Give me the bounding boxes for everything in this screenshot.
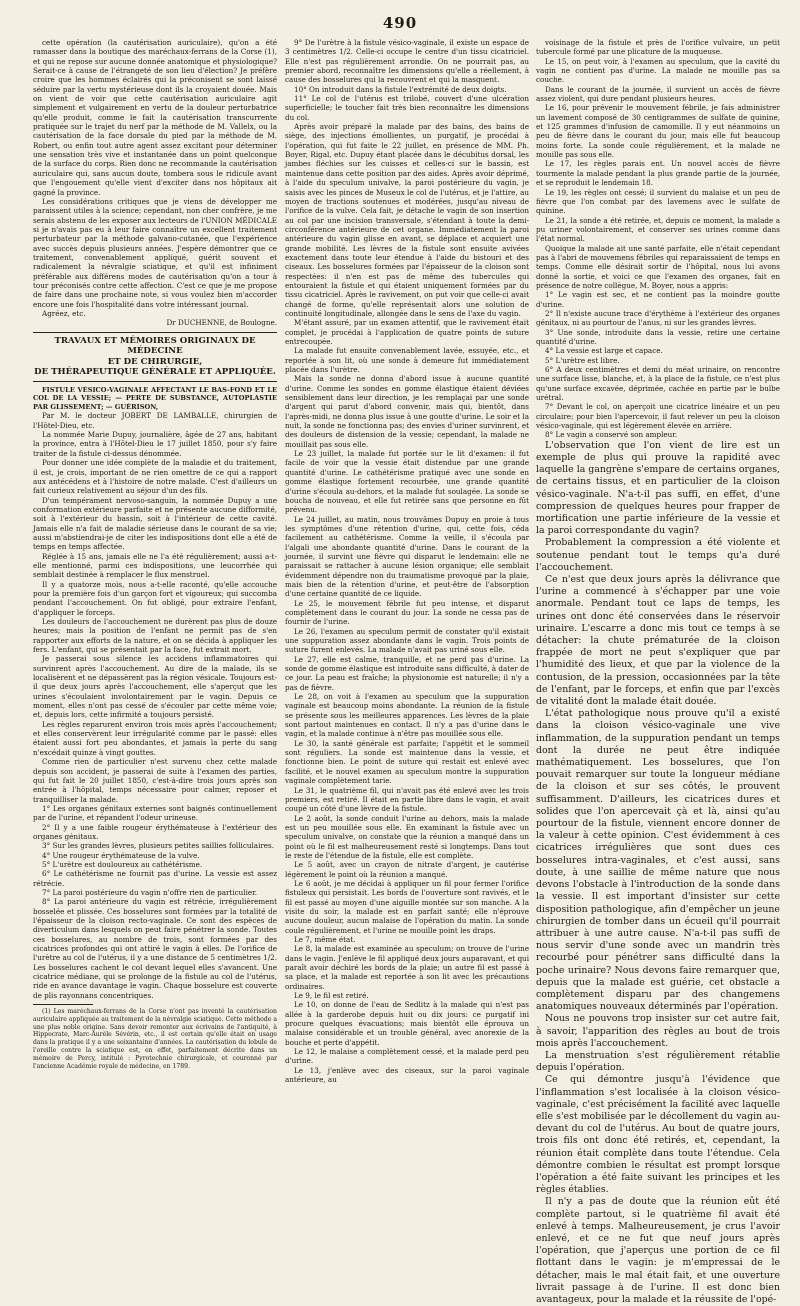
footnote-divider: [33, 1004, 93, 1005]
paragraph: Ce qui démontre jusqu'à l'évidence que l'inflammation s'est localisée à la cloison vésico-vaginale, c'est précisément la facilité avec laquelle elle s'est mobilisée par le décollement du vagin au-devant du col de l'utérus. Au bout de quatre jours, trois fils ont donc été retirés, et, cependant, la réunion était complète dans toute l'étendue. Cela démontre combien le résultat est prompt lorsque l'opération a été faite suivant les principes et les règles établies.: [536, 1074, 780, 1196]
paragraph: Le 13, j'enlève avec des ciseaux, sur la paroi vaginale antérieure, au: [285, 1065, 529, 1085]
paragraph: Les considérations critiques que je viens de développer me paraissent utiles à la science; cependant, non cher confrère, je me serais abstenu de les exposer aux lecteurs de l'UNION MÉDICALE si je n'avais pas eu à leur faire connaître un excellent traitement perturbateur par la méthode galvano-cutanée, que l'expérience avec succès depuis plusieurs années. J'espère démontrer que ce traitement, convenablement appliqué, guérit souvent et radicalement la névralgie sciatique, et qu'il est infiniment préférable aux différens modes de cautérisation qu'on a tour à tour préconisés contre cette affection. C'est ce que je me propose de faire dans une prochaine note, si vous voulez bien m'accorder encore une fois l'hospitalité dans votre intéressant journal.: [33, 196, 277, 309]
list-item: 7° Devant le col, on aperçoit une cicatrice linéaire et un peu circulaire; pour bien l'apercevoir, il faut relever un peu la cloison vésico-vaginale, qui est légèrement élevée en arrière.: [536, 402, 780, 431]
list-item: 2° Il y a une faible rougeur érythémateuse à l'extérieur des organes génitaux.: [33, 822, 277, 841]
list-item: 1° Les organes génitaux externes sont baignés continuellement par de l'urine, et répandent l'odeur urineuse.: [33, 803, 277, 823]
paragraph: 11° Le col de l'utérus est trilobé, couvert d'une ulcération superficielle; le toucher fait très bien reconnaître les dimensions du col.: [285, 94, 529, 122]
paragraph: L'observation que l'on vient de lire est un exemple de plus qui prouve la rapidité avec laquelle la gangrène s'empare de certains organes, de certains tissus, et en particulier de la cloison vésico-vaginale. N'a-t-il pas suffi, en effet, d'une compression de quelques heures pour frapper de mortification une partie inférieure de la vessie et la paroi correspondante du vagin?: [536, 439, 781, 537]
section-divider: [33, 332, 277, 333]
paragraph: cette opération (la cautérisation auriculaire), qu'on a été ramasser dans la boutique des maréchaux-ferrans de la Corse (1), et qui ne repose sur aucune donnée anatomique et physiologique? Serait-ce à cause de l'étrangeté de son lieu d'élection? Je préfère croire que les hommes éclairés qui la préconisent se sont laissé séduire par la vertu mystérieuse dont ils la croyaient douée. Mais on vient de voir que cette cautérisation auriculaire agit simplement et vulgairement en vertu de la douleur perturbatrice qu'elle produit, comme le fait la cautérisation transcurrente pratiquée sur le trajet du nerf par la méthode de M. Vallelx, ou la cautérisation de la face dorsale du pied par la méthode de M. Robert, ou enfin tout autre agent assez excitant pour déterminer une sensation très vive et instantanée dans un point quelconque de la surface du corps. Rien donc ne recommande la cautérisation auriculaire qui, sans aucun doute, tombera sous le ridicule avant que l'engouement qu'elle vient d'exciter dans nos hôpitaux ait gagné la province.: [33, 38, 277, 197]
paragraph: Le 27, elle est calme, tranquille, et ne perd pas d'urine. La sonde de gomme élastique est introduite sans difficulté, à dater de ce jour. La peau est fraîche; la physionomie est naturelle; il n'y a pas de fièvre.: [285, 654, 529, 692]
paragraph: Le 26, l'examen au speculum permit de constater qu'il existait une suppuration assez abondante dans le vagin. Trois points de suture furent enlevés. La malade n'avait pas uriné sous elle.: [285, 626, 529, 655]
paragraph: Les douleurs de l'accouchement ne durèrent pas plus de douze heures; mais la position de l'enfant ne permit pas de s'en rapporter aux efforts de la nature, et on se décida à appliquer les fers. L'enfant, qui se présentait par la face, fut extrait mort.: [33, 617, 277, 655]
list-item: 3° Une sonde, introduite dans la vessie, retire une certaine quantité d'urine.: [536, 327, 780, 346]
list-item: 4° La vessie est large et capace.: [545, 346, 663, 356]
intro-text: [33, 38, 277, 328]
byline: Par M. le docteur JOBERT DE LAMBALLE, chirurgien de l'Hôtel-Dieu, etc.: [33, 411, 277, 430]
paragraph: Le 12, le malaise a complètement cessé, et la malade perd peu d'urine.: [285, 1047, 529, 1066]
paragraph: Réglée à 15 ans, jamais elle ne l'a été régulièrement; aussi a-t-elle mentionné, parmi ces indispositions, une leucorrhée qui semblait destinée à remplacer le flux menstruel.: [33, 551, 277, 580]
paragraph: Le 7, même état.: [294, 935, 356, 944]
paragraph: Le 17, les règles parais ent. Un nouvel accès de fièvre tourmente la malade pendant la plus grande partie de la journée, et se reproduit le lendemain 18.: [536, 159, 780, 188]
section-title-line: DE THÉRAPEUTIQUE GÉNÉRALE ET APPLIQUÉE.: [34, 367, 276, 378]
column-left: [33, 38, 277, 1098]
paragraph: La nommée Marie Dupuy, journalière, âgée de 27 ans, habitant la province, entra à l'Hôtel-Dieu le 17 juillet 1850, pour s'y faire traiter de la fistule ci-dessus dénommée.: [33, 430, 277, 458]
paragraph: Comme rien de particulier n'est survenu chez cette malade depuis son accident, je passerai de suite à l'examen des parties, qui fut fait le 20 juillet 1850, c'est-à-dire trois jours après son entrée à l'hôpital, temps nécessaire pour calmer, reposer et tranquilliser la malade.: [33, 757, 277, 804]
list-item: 3° Sur les grandes lèvres, plusieurs petites saillies folliculaires.: [42, 841, 275, 851]
paragraph: Les règles reparurent environ trois mois après l'accouchement; et elles conservèrent leur irrégularité comme par le passé: elles étaient aussi fort peu abondantes, et jamais la perte du sang n'excédait quinze à vingt gouttes.: [33, 719, 277, 757]
paragraph: M'étant assuré, par un examen attentif, que le ravivement était complet, je procédai à l'application de quatre points de suture entrecoupée.: [285, 318, 529, 346]
list-item: 8° La paroi antérieure du vagin est rétrécie, irrégulièrement bosselée et plissée. Ces bosselures sont formées par la totalité de l'épaisseur de la cloison recto-vaginale. Ce sont des espèces de diverticulum dans lesquels on peut faire pénétrer la sonde. Toutes ces bosselures, au nombre de trois, sont formées par des cicatrices profondes qui ont attiré le vagin à elles. De l'orifice de l'urètre au col de l'utérus, il y a une distance de 5 centimètres 1/2. Les bosselures cachent le col devant lequel elles s'avancent. Une cicatrice médiane, qui se prolonge de la fistule au col de l'utérus, ride en avance davantage le vagin. Chaque bosselure est couverte de plis rayonnans concentriques.: [33, 897, 277, 1000]
paragraph: Quoique la malade ait une santé parfaite, elle n'était cependant pas à l'abri de mouvemens fébriles qui reparaissaient de temps en temps. Comme elle désirait sortir de l'hôpital, nous lui avons donné la sortie, et voici ce que l'examen des organes, fait en présence de notre collègue, M. Boyer, nous a appris:: [536, 243, 780, 290]
list-item: 5° L'urètre est libre.: [545, 355, 620, 365]
list-item: 5° L'urètre est douloureux au cathétérisme.: [42, 859, 203, 869]
paragraph: 10° On introduit dans la fistule l'extrémité de deux doigts.: [294, 84, 507, 94]
paragraph: Il n'y a pas de doute que la réunion eût été complète partout, si le quatrième fil avait été enlevé à temps. Malheureusement, je crus l'avoir enlevé, et ce ne fut que neuf jours après l'opération, que j'aperçus une portion de ce fil flottant dans le vagin: je m'empressai de le détacher, mais le mal était fait, et une ouverture livrait passage à de l'urine. Il est donc bien avantageux, pour la malade et la réussite de l'opé-: [536, 1196, 780, 1305]
list-item: 7° La paroi postérieure du vagin n'offre rien de particulier.: [42, 887, 258, 897]
paragraph: Le 15, on peut voir, à l'examen au speculum, que la cavité du vagin ne contient pas d'urine. La malade ne mouille pas sa couche.: [536, 56, 780, 85]
paragraph: Le 6 août, je me décidai à appliquer un fil pour fermer l'orifice fistuleux qui persistait. Les bords de l'ouverture sont ravivés, et le fil est passé au moyen d'une aiguille montée sur son manche. A la visite du soir, la malade est en parfait santé; elle n'éprouve aucune douleur, aucun malaise de l'opération du matin. La sonde coule régulièrement, et l'urine ne mouille point les draps.: [285, 878, 529, 935]
column-middle: [285, 38, 529, 1106]
column-right: [536, 38, 781, 1305]
paragraph: Pour donner une idée complète de la maladie et du traitement, il est, je crois, important de ne rien omettre de ce qui a rapport aux antécédens et à l'histoire de notre malade. C'est d'ailleurs un fait curieux relativement au séjour d'un des fils.: [33, 458, 277, 496]
paragraph: voisinage de la fistule et près de l'orifice vulvaire, un petit tubercule formé par une plicature de la muqueuse.: [536, 38, 780, 57]
paragraph: Le 25, le mouvement fébrile fut peu intense, et disparut complètement dans le courant du jour. La sonde ne cessa pas de fournir de l'urine.: [285, 598, 529, 627]
paragraph: Après avoir préparé la malade par des bains, des bains de siège, des injections émollientes, un purgatif, je procédai à l'opération, qui fut faite le 22 juillet, en présence de MM. Ph. Boyer, Rigal, etc. Dupuy étant placée dans le décubitus dorsal, les jambes fléchies sur les cuisses et celles-ci sur le bassin, est maintenue dans cette position par des aides. Après avoir déprimé, à l'aide du speculum univalve, la paroi postérieure du vagin, je saisis avec les pinces de Museux le col de l'utérus, et je l'attire, au moyen de tractions soutenues et modérées, jusqu'au niveau de l'orifice de la vulve. Cela fait, je détache le vagin de son insertion au col par une incision transversale, s'étendant à toute la demi-circonférence antérieure de cet organe. Immédiatement la paroi antérieure du vagin glisse en avant, se déplace et acquiert une grande mobilité. Les lèvres de la fistule sont ensuite avivées exactement dans toute leur étendue à l'aide du bistouri et des ciseaux. Les bosselures formées par l'épaisseur de la cloison sont respectées: il n'en est pas de même des tubercules qui entouraient la fistule et qui étaient uniquement formées par du tissu cicatriciel. Après le ravivement, on put voir que celle-ci avait changé de forme, qu'elle représentait alors une solution de continuité longitudinale, allongée dans le sens de l'axe du vagin.: [285, 122, 529, 318]
paragraph: Mais la sonde ne donna d'abord issue à aucune quantité d'urine. Comme les sondes en gomme élastique étaient déviées sensiblement dans leur direction, je les remplaçai par une sonde d'argent qui parut d'abord convenir, mais qui, bientôt, dans l'après-midi, ne donna plus issue à une goutte d'urine. Le soir et la nuit, la sonde ne fonctionna pas; des envies d'uriner survinrent, et des douleurs de distension de la vessie; cependant, la malade ne mouillait pas sous elle.: [285, 374, 529, 449]
paragraph: Le 2 août, la sonde conduit l'urine au dehors, mais la malade est un peu mouillée sous elle. En examinant la fistule avec un speculum univalve, on constate que la réunion a manqué dans un point où le fil est malheureusement resté si longtemps. Dans tout le reste de l'étendue de la fistule, elle est complète.: [285, 813, 529, 860]
paragraph: Le 30, la santé générale est parfaite; l'appétit et le sommeil sont réguliers. La sonde est maintenue dans la vessie, et fonctionne bien. Le point de suture qui restait est enlevé avec facilité, et le nouvel examen au speculum montre la suppuration vaginale complètement tarie.: [285, 738, 529, 786]
paragraph: Il y a quatorze mois, nous a-t-elle raconté, qu'elle accouche pour la première fois d'un garçon fort et vigoureux; qui succomba pendant l'accouchement. On fut obligé, pour extraire l'enfant, d'appliquer le forceps.: [33, 579, 277, 617]
list-item: 6° A deux centimètres et demi du méat urinaire, on rencontre une surface lisse, blanche, et, à la place de la fistule, ce n'est plus qu'une surface excavée, déprimée, cachée en partie par le bulbe urétral.: [536, 365, 780, 403]
paragraph: Le 21, la sonde a été retirée, et, depuis ce moment, la malade a pu uriner volontairement, et conserver ses urines comme dans l'état normal.: [536, 215, 780, 244]
paragraph: D'un tempérament nervoso-sanguin, la nommée Dupuy a une conformation extérieure parfaite et ne présente aucune difformité, soit à l'extérieur du bassin, soit à l'intérieur de cette cavité. Jamais elle n'a fait de maladie sérieuse dans le courant de sa vie; aussi m'abstiendrai-je de citer les indispositions dont elle a été de temps en temps affectée.: [33, 495, 277, 552]
signature: Dr DUCHENNE, de Boulogne.: [166, 318, 277, 328]
closing-line: Agréez, etc.: [42, 308, 86, 318]
paragraph: La malade fut ensuite convenablement lavée, essuyée, etc., et reportée à son lit, où une sonde à demeure fut immédiatement placée dans l'urètre.: [285, 346, 529, 375]
paragraph: Le 19, les règles ont cessé; il survient du malaise et un peu de fièvre que l'on combat par des lavemens avec le sulfate de quinine.: [536, 187, 780, 216]
paragraph: Le 28, on voit à l'examen au speculum que la suppuration vaginale est beaucoup moins abondante. La réunion de la fistule se présente sous les meilleures apparences. Les lèvres de la plaie sont partout maintenues en contact. Il n'y a pas d'urine dans le vagin, et la malade continue à n'être pas mouillée sous elle.: [285, 692, 529, 739]
paragraph: Probablement la compression a été violente et soutenue pendant tout le temps qu'a duré l'accouchement.: [536, 537, 780, 573]
list-item: 4° Une rougeur érythémateuse de la vulve.: [42, 850, 200, 860]
footnote: (1) Les maréchaux-ferrans de la Corse n'ont pas inventé la cautérisation auriculaire appliquée au traitement de la névralgie sciatique. Cette méthode a une plus noble origine. Sans devoir remonter aux écrivains de l'antiquité, à Hippocrate, Marc-Aurèle Sévérin, etc., il est certain qu'elle était en usage dans la pratique il y a une soixantaine d'années. La cautérisation du lobule de l'oreille contre la sciatique est, en effet, parfaitement décrite dans un mémoire de Percy, intitulé : Pyrotechnie chirurgicale, et couronné par l'ancienne Académie royale de médecine, en 1789.: [33, 1008, 277, 1070]
list-item: 1° Le vagin est sec, et ne contient pas la moindre goutte d'urine.: [536, 290, 780, 309]
paragraph: Ce n'est que deux jours après la délivrance que l'urine a commencé à s'échapper par une voie anormale. Pendant tout ce laps de temps, les urines ont donc été conservées dans le réservoir urinaire. L'escarre a donc mis tout ce temps à se détacher: la chute prématurée de la cloison frappée de mort ne peut s'expliquer que par l'humidité des lieux, et que par la violence de la contusion, de la pression, occasionnées par la tête de l'enfant, par le forceps, et enfin que par l'excès de vitalité dont la malade était douée.: [536, 574, 780, 708]
paragraph: Le 8, la malade est examinée au speculum; on trouve de l'urine dans le vagin. J'enlève le fil appliqué deux jours auparavant, et qui paraît avoir déchiré les bords de la plaie; un autre fil est passé à sa place, et la malade est reportée à son lit avec les précautions ordinaires.: [285, 944, 529, 991]
paragraph: La menstruation s'est régulièrement rétablie depuis l'opération.: [536, 1049, 780, 1074]
paragraph: Le 5 août, avec un crayon de nitrate d'argent, je cautérise légèrement le point où la réunion a manqué.: [285, 860, 529, 879]
section-title-line: TRAVAUX ET MÉMOIRES ORIGINAUX DE MÉDECINE: [54, 335, 256, 357]
paragraph: Le 23 juillet, la malade fut portée sur le lit d'examen: il fut facile de voir que la vessie était distendue par une grande quantité d'urine. Le cathétérisme pratiqué avec une sonde en gomme élastique fortement recourbée, une grande quantité d'urine s'écoula au-dehors, et la malade fut soulagée. La sonde se boucha de nouveau, et elle fut retirée sans que personne en fût prévenu.: [285, 449, 529, 515]
paragraph: L'état pathologique nous prouve qu'il a existé dans la cloison vésico-vaginale une vive inflammation, de la suppuration pendant un temps dont la durée ne peut être indiquée mathématiquement. Les bosselures, que l'on pouvait remarquer sur toute la longueur médiane de la cloison et sur ses côtés, le prouvent suffisamment. D'ailleurs, les cicatrices dures et solides que l'on apercevait çà et là, ainsi qu'au pourtour de la fistule, viennent encore donner de la valeur à cette opinion. C'est évidemment à ces cicatrices irrégulières que sont dues ces bosselures intra-vaginales, et c'est aussi, sans doute, à une saillie de même nature que nous devons l'obstacle à l'introduction de la sonde dans la vessie. Il est important d'insister sur cette disposition pathologique, afin d'empêcher un jeune chirurgien de tomber dans un écueil qu'il pourrait attribuer à une autre cause. N'a-t-il pas suffi de nous servir d'une sonde avec un mandrin très recourbé pour pénétrer sans difficulté dans la poche urinaire? Nous devons faire remarquer que, depuis que la malade est guérie, cet obstacle a complètement disparu par des changemens anatomiques nouveaux déterminés par l'opération.: [536, 708, 780, 1013]
list-item: 8° Le vagin a conservé son ampleur.: [545, 430, 678, 440]
article-heading: FISTULE VÉSICO-VAGINALE AFFECTANT LE BAS-FOND ET LE COL DE LA VESSIE; — PERTE DE SUBSTANCE, AUTOPLASTIE PAR GLISSEMENT; — GUÉRISON,: [33, 385, 277, 411]
paragraph: Le 10, on donne de l'eau de Sedlitz à la malade qui n'est pas allée à la garderobe depuis huit ou dix jours: ce purgatif ini procure quelques évacuations; mais bientôt elle éprouva un malaise considérable et un trouble général, avec anorexie de la bouche et perte d'appétit.: [285, 1000, 529, 1047]
list-item: 6° Le cathétérisme ne fournit pas d'urine. La vessie est assez rétrécie.: [33, 869, 277, 888]
paragraph: 9° De l'urètre à la fistule vésico-vaginale, il existe un espace de 3 centimètres 1/2. Celle-ci occupe le centre d'un tissu cicatriciel. Elle n'est pas régulièrement arrondie. On ne pourrait pas, au premier abord, reconnaître les dimensions qu'elle a réellement, à cause des bosselures qui la recouvrent et qui la masquent.: [285, 38, 529, 85]
section-title: [33, 336, 277, 378]
paragraph: Le 31, le quatrième fil, qui n'avait pas été enlevé avec les trois premiers, est retiré. Il était en partie libre dans le vagin, et avait coupé un côté d'une lèvre de la fistule.: [285, 785, 529, 814]
paragraph: Le 9, le fil est retiré.: [294, 991, 369, 1001]
paragraph: Le 16, pour prévenir le mouvement fébrile, je fais administrer un lavement composé de 30 centigrammes de sulfate de quinine, et 125 grammes d'infusion de camomille. Il y eut néanmoins un peu de fièvre dans le courant du jour, mais elle fut beaucoup moins forte. La sonde coule régulièrement, et la malade ne mouille pas sous elle.: [536, 103, 780, 160]
paragraph: Le 24 juillet, au matin, nous trouvâmes Dupuy en proie à tous les symptômes d'une rétention d'urine, qui, cette fois, céda facilement au cathétérisme. Comme la veille, il s'écoula par l'algali une abondante quantité d'urine. Dans le courant de la journée, il survint une fièvre qui disparut le lendemain: elle ne paraissait se rattacher à aucune lésion organique; elle semblait évidemment dépendre non du traumatisme provoqué par la plaie, mais bien de la rétention d'urine, et peut-être de l'absorption d'une certaine quantité de ce liquide.: [285, 514, 529, 599]
list-item: 2° Il n'existe aucune trace d'érythème à l'extérieur des organes génitaux, ni au pourtour de l'anus, ni sur les grandes lèvres.: [536, 308, 780, 328]
paragraph: Dans le courant de la journée, il survient un accès de fièvre assez violent, qui dure pendant plusieurs heures.: [536, 84, 780, 104]
article-body: [33, 430, 277, 1000]
paragraph: Je passerai sous silence les accidens inflammatoires qui survinrent après l'accouchement. Au dire de la malade, ils se localisèrent et ne dépassèrent pas la région vésicale. Toujours est-il que deux jours après l'accouchement, elle s'aperçut que les urines s'écoulaient involontairement par le vagin. Depuis ce moment, elles n'ont pas cessé de s'écouler par cette même voie; et, depuis lors, cette infirmité a toujours persisté.: [33, 654, 277, 720]
page-number: 490: [382, 14, 418, 32]
section-divider: [33, 381, 277, 382]
paragraph: Nous ne pouvons trop insister sur cet autre fait, à savoir, l'apparition des règles au bout de trois mois après l'accouchement.: [536, 1013, 780, 1049]
section-title-line: ET DE CHIRURGIE,: [107, 356, 203, 367]
